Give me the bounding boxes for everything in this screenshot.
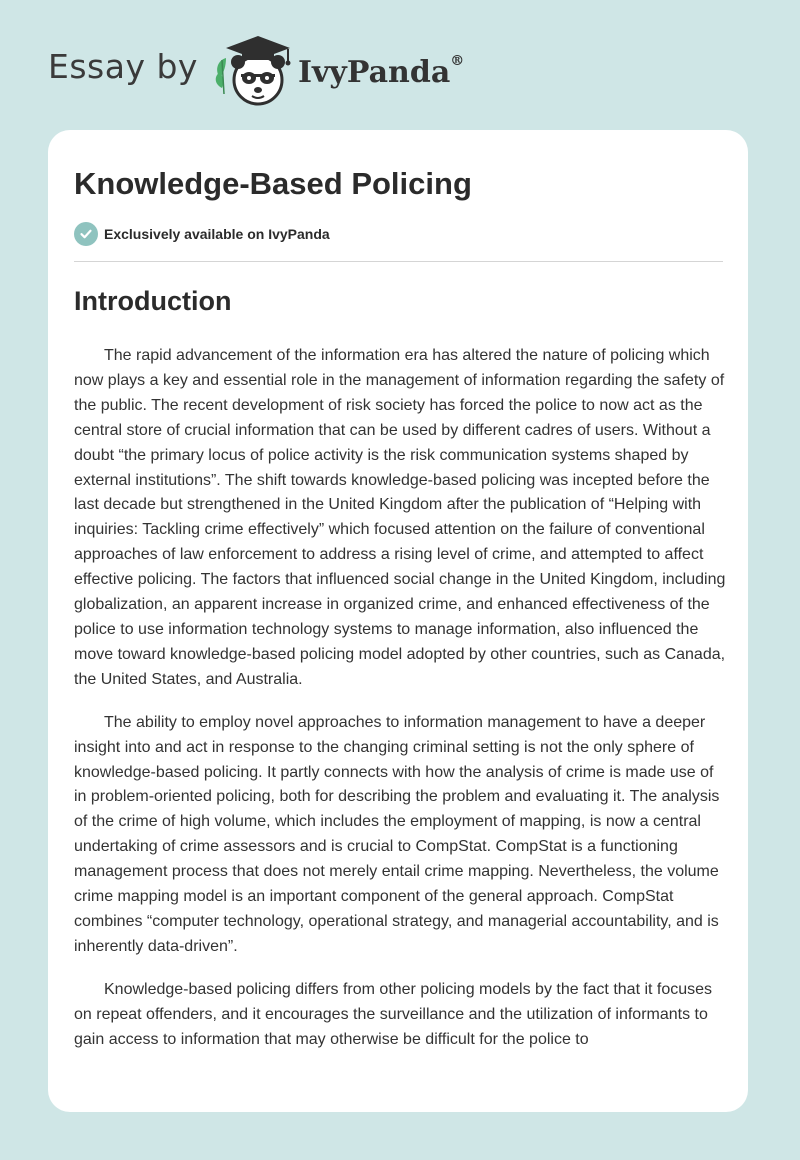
- article-body: [74, 344, 726, 1070]
- paragraph: The rapid advancement of the information era has altered the nature of policing which now plays a key and essential role in the management of information regarding the safety of the public. The recent development of risk society has forced the police to now act as the central store of crucial information that can be used by different cadres of users. Without a doubt “the primary locus of police activity is the risk communication systems shaped by external institutions”. The shift towards knowledge-based policing was incepted before the last decade but strengthened in the United Kingdom after the publication of “Helping with inquiries: Tackling crime effectively” which focused attention on the failure of conventional approaches of law enforcement to address a rising level of crime, and attempted to affect effective policing. The factors that influenced social change in the United Kingdom, including globalization, an apparent increase in organized crime, and enhanced effectiveness of the police to use information technology systems to manage information, also influenced the move toward knowledge-based policing model adopted by other countries, such as Canada, the United States, and Australia.: [74, 347, 726, 688]
- article-title: Knowledge-Based Policing: [74, 166, 472, 201]
- exclusive-badge-label: Exclusively available on IvyPanda: [104, 226, 330, 242]
- title-divider: [74, 261, 723, 262]
- panda-logo-icon[interactable]: [210, 30, 300, 110]
- essay-by-label: Essay by: [48, 46, 198, 86]
- site-header: [48, 30, 464, 110]
- brand-name[interactable]: IvyPanda®: [297, 52, 465, 90]
- paragraph: Knowledge-based policing differs from other policing models by the fact that it focuses on repeat offenders, and it encourages the surveillance and the utilization of informants to gain access to information that may otherwise be difficult for the police to: [74, 980, 713, 1048]
- registered-mark: ®: [450, 52, 465, 69]
- section-title: Introduction: [74, 286, 232, 316]
- article-card: [48, 130, 748, 1112]
- paragraph: The ability to employ novel approaches to information management to have a deeper insight into and act in response to the changing criminal setting is not the only sphere of knowledge-based policing. It partly connects with how the analysis of crime is made use of in problem-oriented policing, both for describing the problem and evaluating it. The analysis of the crime of high volume, which includes the employment of mapping, is now a central undertaking of crime assessors and is crucial to CompStat. CompStat is a functioning management process that does not merely entail crime mapping. Nevertheless, the volume crime mapping model is an important component of the general approach. CompStat combines “computer technology, operational strategy, and managerial accountability, and is inherently data-driven”.: [74, 713, 720, 955]
- exclusive-badge: [74, 222, 330, 246]
- check-icon: [74, 222, 98, 246]
